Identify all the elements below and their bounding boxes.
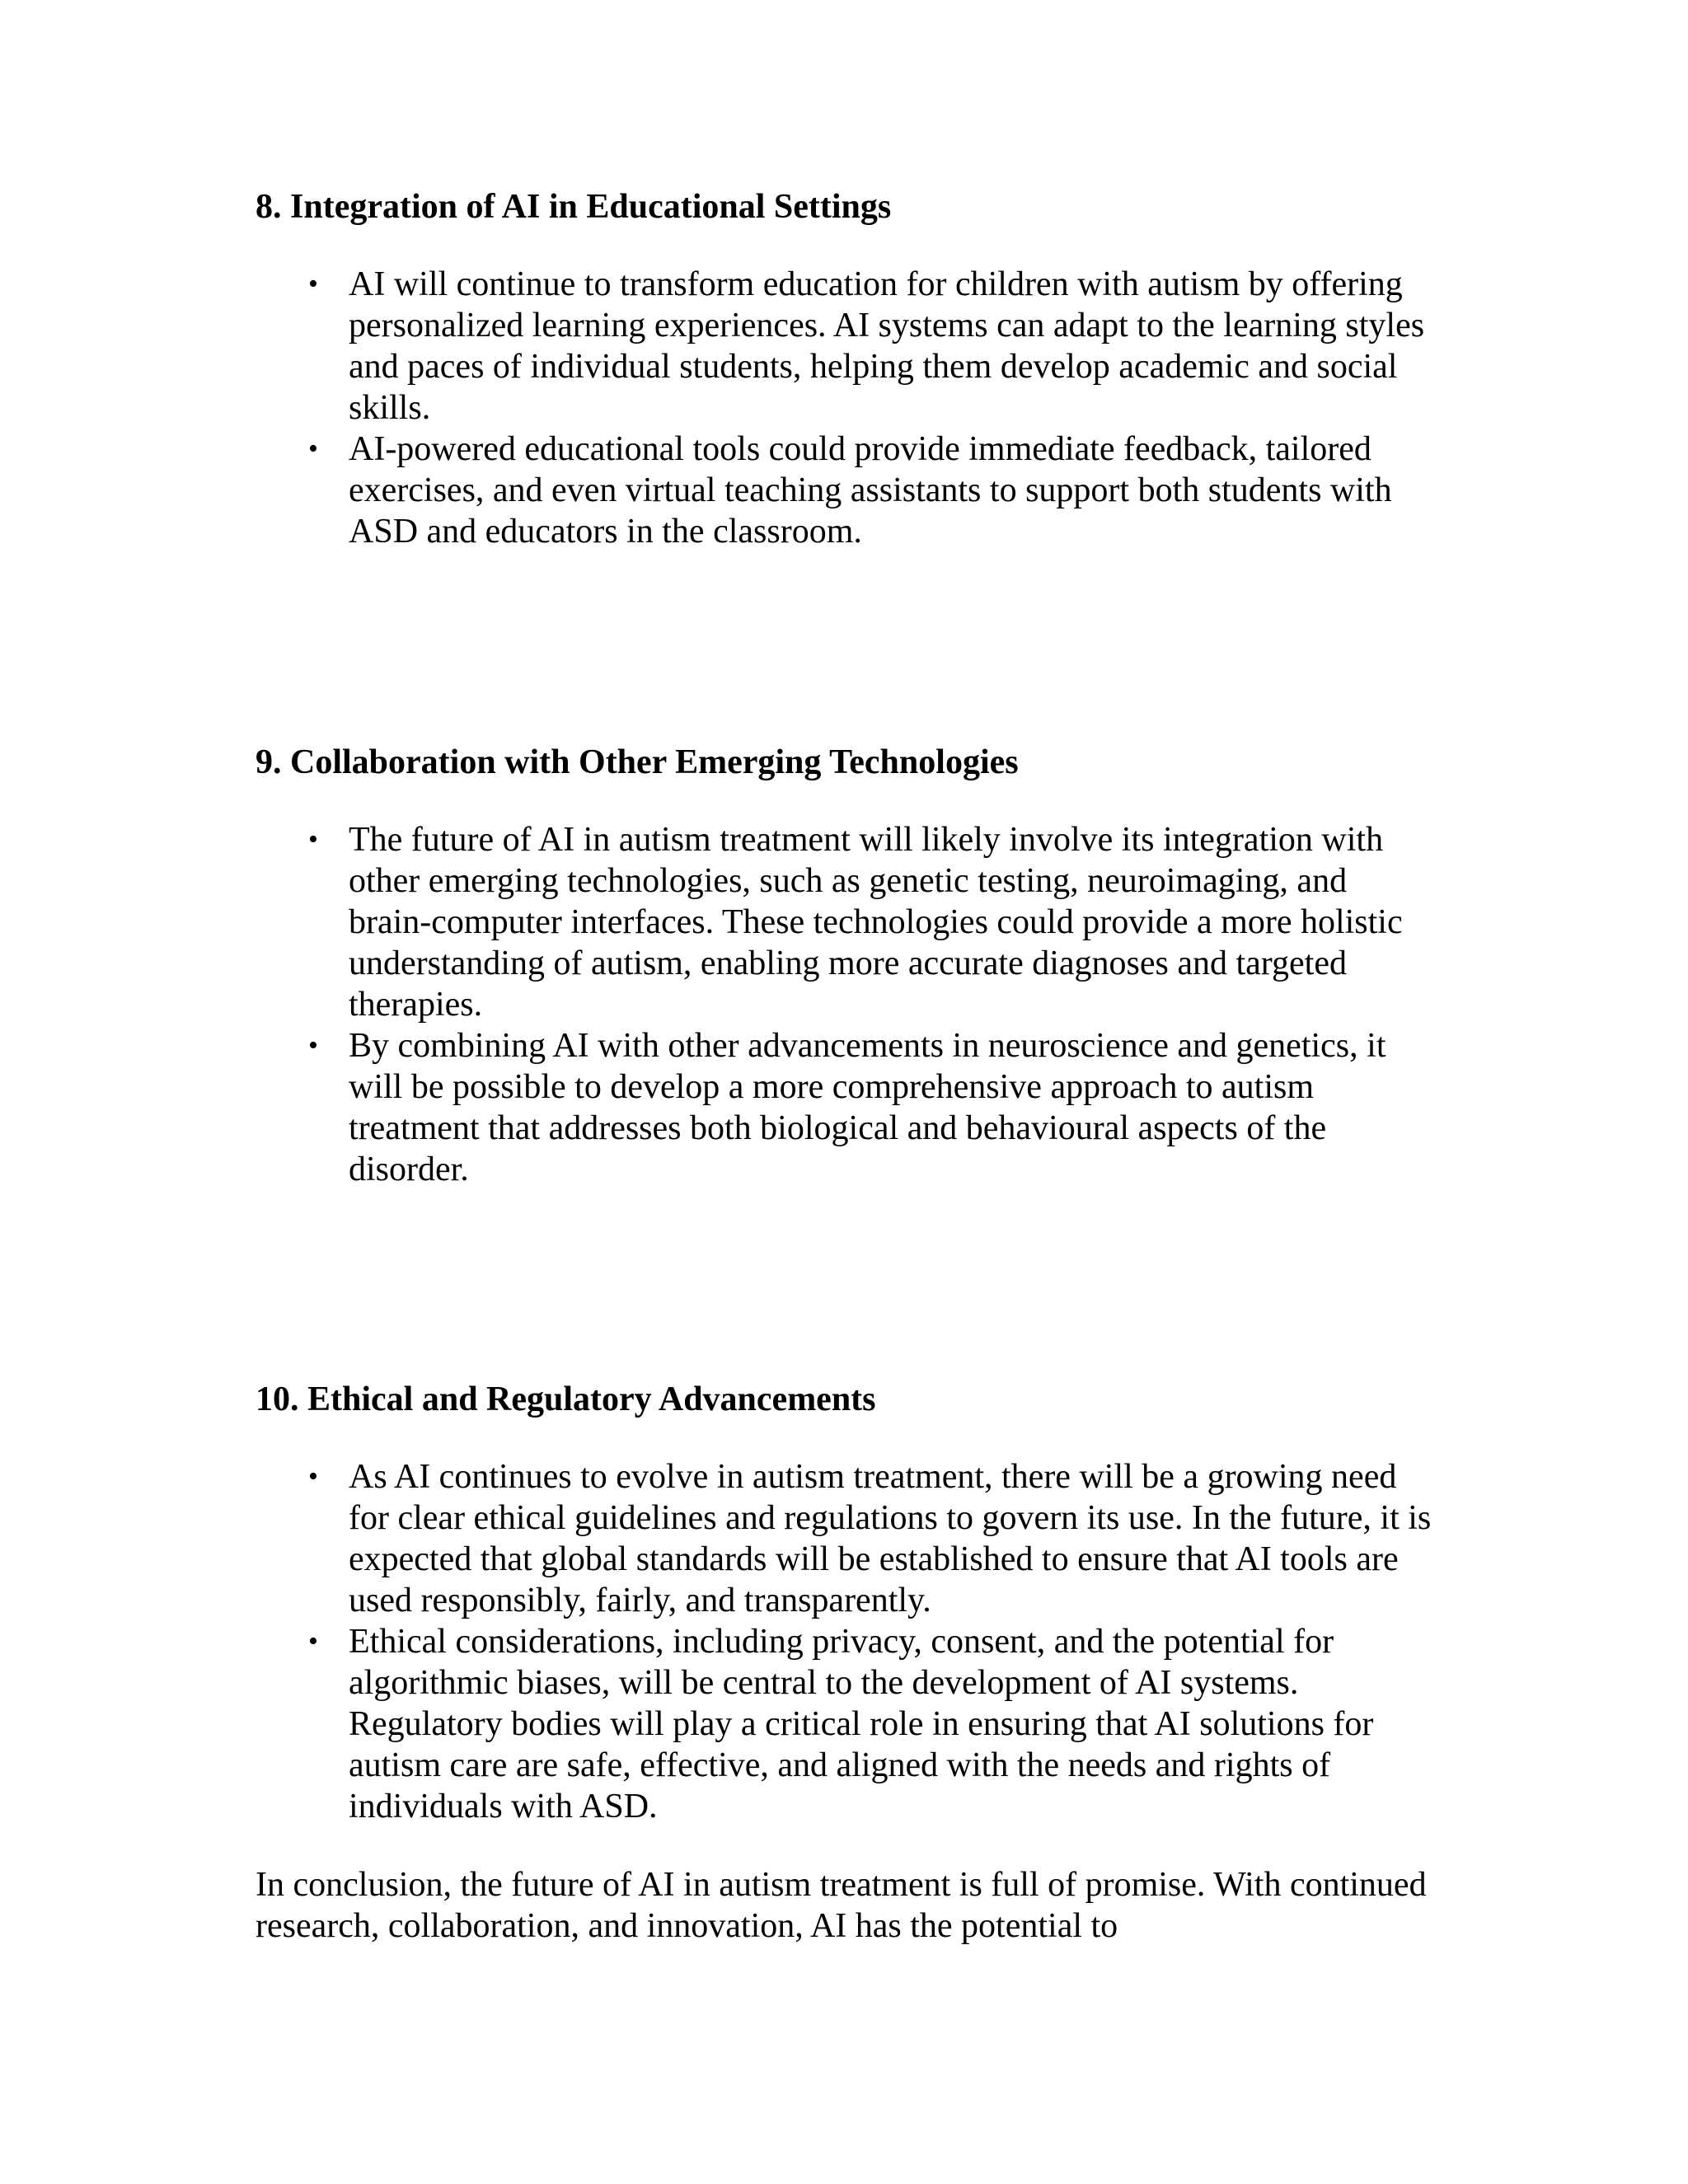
section-heading: 8. Integration of AI in Educational Settings	[256, 188, 892, 226]
list-item	[256, 429, 1434, 552]
list-item	[256, 264, 1434, 429]
bullet-marker: •	[308, 434, 318, 464]
bullet-text: The future of AI in autism treatment will likely involve its integration with other emerging technologies, such as genetic testing, neuroimaging, and brain-computer interfaces. These technologies could provide a more holistic understanding of autism, enabling more accurate diagnoses and targeted therapies.	[349, 821, 1403, 1024]
bullet-text: By combining AI with other advancements in neuroscience and genetics, it will be possible to develop a more comprehensive approach to autism treatment that addresses both biological and behavioural aspects of the disorder.	[349, 1027, 1386, 1188]
bullet-text: AI-powered educational tools could provide immediate feedback, tailored exercises, and even virtual teaching assistants to support both students with ASD and educators in the classroom.	[349, 430, 1392, 551]
section-9	[256, 742, 1434, 1190]
section-heading: 10. Ethical and Regulatory Advancements	[256, 1380, 876, 1418]
bullet-marker: •	[308, 824, 318, 855]
list-item	[256, 1456, 1434, 1621]
bullet-list	[256, 1456, 1434, 1827]
bullet-marker: •	[308, 1626, 318, 1657]
bullet-text: As AI continues to evolve in autism treatment, there will be a growing need for clear ethical guidelines and regulations to govern its use. In the future, it is expected that global standards will be established to ensure that AI tools are used responsibly, fairly, and transparently.	[349, 1458, 1432, 1619]
bullet-marker: •	[308, 269, 318, 299]
bullet-marker: •	[308, 1030, 318, 1061]
section-heading: 9. Collaboration with Other Emerging Technologies	[256, 743, 1019, 781]
section-8	[256, 186, 1434, 552]
bullet-list	[256, 264, 1434, 552]
bullet-marker: •	[308, 1461, 318, 1492]
bullet-text: Ethical considerations, including privacy, consent, and the potential for algorithmic biases, will be central to the development of AI systems. Regulatory bodies will play a critical role in ensuring that AI solutions for autism care are safe, effective, and aligned with the needs and rights of individuals with ASD.	[349, 1623, 1374, 1825]
list-item	[256, 1025, 1434, 1190]
list-item	[256, 1621, 1434, 1827]
list-item	[256, 819, 1434, 1025]
bullet-list	[256, 819, 1434, 1190]
bullet-text: AI will continue to transform education for children with autism by offering personalized learning experiences. AI systems can adapt to the learning styles and paces of individual students, helping them develop academic and social skills.	[349, 265, 1425, 427]
section-10	[256, 1379, 1434, 1827]
conclusion-paragraph: In conclusion, the future of AI in autism treatment is full of promise. With continued research, collaboration, and innovation, AI has the potential to	[256, 1866, 1427, 1945]
